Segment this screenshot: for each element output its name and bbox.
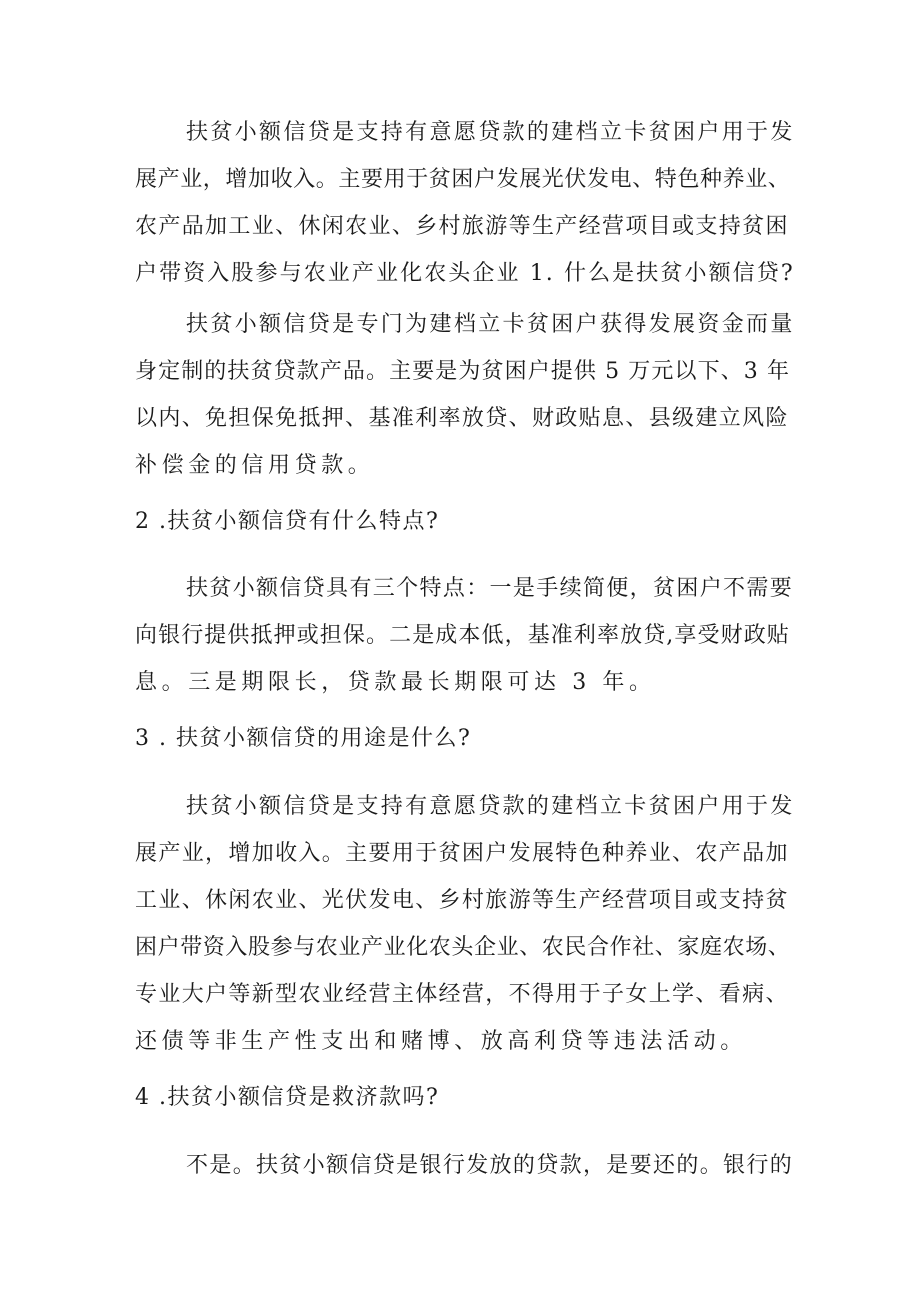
paragraph-4-line-1: 扶贫小额信贷是支持有意愿贷款的建档立卡贫困户用于发 — [186, 794, 795, 819]
paragraph-4-line-5: 专业大户等新型农业经营主体经营，不得用于子女上学、看病、 — [135, 982, 789, 1007]
section-heading-3: 3 . 扶贫小额信贷的用途是什么? — [135, 726, 472, 751]
paragraph-4-line-6: 还债等非生产性支出和赌博、放高利贷等违法活动。 — [135, 1029, 747, 1054]
paragraph-4-line-4: 困户带资入股参与农业产业化农头企业、农民合作社、家庭农场、 — [135, 935, 791, 960]
paragraph-3-line-2: 向银行提供抵押或担保。二是成本低，基准利率放贷,享受财政贴 — [135, 623, 790, 648]
paragraph-1-line-3: 农产品加工业、休闲农业、乡村旅游等生产经营项目或支持贫困 — [135, 214, 789, 239]
paragraph-2-line-4: 补偿金的信用贷款。 — [135, 453, 375, 478]
paragraph-1-line-2: 展产业，增加收入。主要用于贫困户发展光伏发电、特色种养业、 — [135, 167, 791, 192]
paragraph-5-line-1: 不是。扶贫小额信贷是银行发放的贷款，是要还的。银行的 — [186, 1153, 794, 1178]
paragraph-1-line-4: 户带资入股参与农业产业化农头企业 1. 什么是扶贫小额信贷? — [135, 261, 795, 286]
paragraph-3-line-3: 息。三是期限长，贷款最长期限可达 3 年。 — [135, 670, 656, 695]
paragraph-4-line-3: 工业、休闲农业、光伏发电、乡村旅游等生产经营项目或支持贫 — [135, 888, 789, 913]
paragraph-2-line-2: 身定制的扶贫贷款产品。主要是为贫困户提供 5 万元以下、3 年 — [135, 359, 791, 384]
paragraph-1-line-1: 扶贫小额信贷是支持有意愿贷款的建档立卡贫困户用于发 — [186, 120, 795, 145]
section-heading-2: 2 .扶贫小额信贷有什么特点? — [135, 509, 440, 534]
section-heading-4: 4 .扶贫小额信贷是救济款吗? — [135, 1085, 440, 1110]
paragraph-2-line-1: 扶贫小额信贷是专门为建档立卡贫困户获得发展资金而量 — [186, 312, 795, 337]
paragraph-4-line-2: 展产业，增加收入。主要用于贫困户发展特色种养业、农产品加 — [135, 841, 789, 866]
paragraph-2-line-3: 以内、免担保免抵押、基准利率放贷、财政贴息、县级建立风险 — [135, 406, 789, 431]
paragraph-3-line-1: 扶贫小额信贷具有三个特点：一是手续简便，贫困户不需要 — [186, 576, 794, 601]
